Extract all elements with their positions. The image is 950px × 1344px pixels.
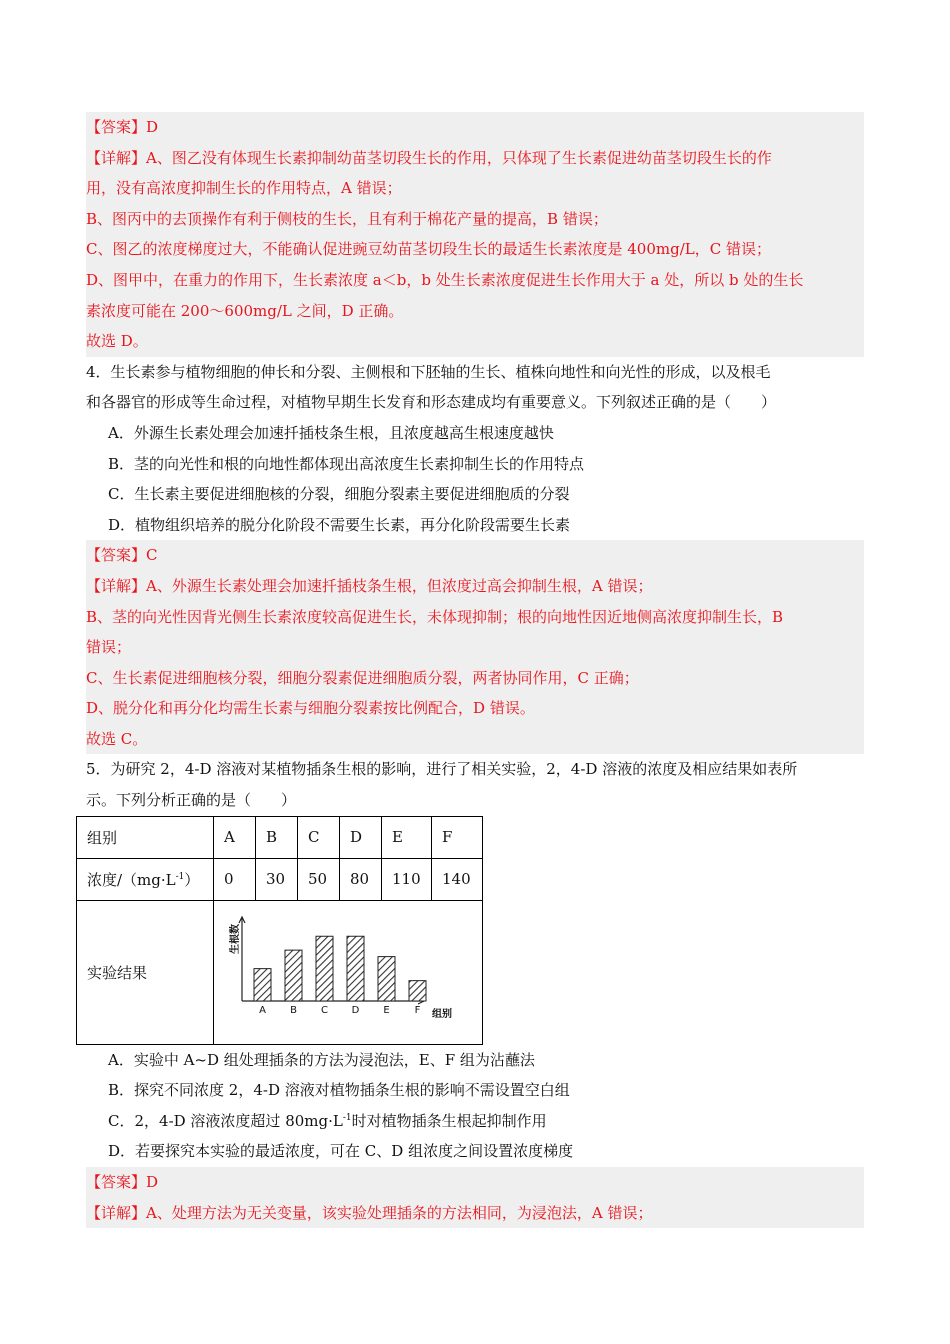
explain-tag: 【详解】 <box>86 148 147 167</box>
table-cell: B <box>256 816 298 858</box>
q5-option-a: A．实验中 A~D 组处理插条的方法为浸泡法，E、F 组为沾蘸法 <box>108 1050 535 1069</box>
q4-stem: 和各器官的形成等生命过程，对植物早期生长发育和形态建成均有重要意义。下列叙述正确的是（ ） <box>86 393 777 412</box>
q5-option-d: D．若要探究本实验的最适浓度，可在 C、D 组浓度之间设置浓度梯度 <box>108 1142 574 1161</box>
table-cell: 0 <box>214 858 256 900</box>
x-tick-label: F <box>414 1004 421 1016</box>
rooting-bar-chart <box>214 901 472 1040</box>
q4-explain-line: 【详解】A、外源生长素处理会加速扦插枝条生根，但浓度过高会抑制生根，A 错误； <box>86 571 864 602</box>
x-axis-label: 组别 <box>432 1008 452 1020</box>
table-cell: D <box>340 816 382 858</box>
y-axis-label: 生根数 <box>230 923 241 954</box>
explain-tag: 【详解】 <box>86 576 147 595</box>
bar-b <box>285 950 302 1001</box>
q4-explain-line: D、脱分化和再分化均需生长素与细胞分裂素按比例配合，D 错误。 <box>86 693 864 724</box>
x-tick-label: B <box>290 1004 297 1016</box>
bar-e <box>378 956 395 1000</box>
table-header-cell: 浓度$/(mg\cdot L^{-1})$ <box>77 858 214 900</box>
table-cell: 140 <box>432 858 483 900</box>
q5-explain-line: 【详解】A、处理方法为无关变量，该实验处理插条的方法相同，为浸泡法，A 错误； <box>86 1198 864 1229</box>
x-tick-label: D <box>351 1004 360 1016</box>
table-cell: C <box>298 816 340 858</box>
document-content <box>86 112 864 1228</box>
bar-f <box>409 980 426 1000</box>
q5-data-table <box>76 816 483 1045</box>
q4-option-b: B．茎的向光性和根的向地性都体现出高浓度生长素抑制生长的作用特点 <box>108 454 585 473</box>
q4-option-c: C．生长素主要促进细胞核的分裂，细胞分裂素主要促进细胞质的分裂 <box>108 485 570 504</box>
table-cell: 50 <box>298 858 340 900</box>
x-tick-label: C <box>321 1004 328 1016</box>
q5-option-c: C．2，4-D 溶液浓度超过 $80mg\cdot L^{-1}$时对植物插条生根起抑制作用 <box>108 1111 547 1130</box>
table-row-groups <box>77 816 483 858</box>
bar-d <box>347 936 364 1001</box>
table-cell: F <box>432 816 483 858</box>
q4-answer: 【答案】C <box>86 540 864 571</box>
q3-explain-line: 【详解】A、图乙没有体现生长素抑制幼苗茎切段生长的作用，只体现了生长素促进幼苗茎切段生长的作 <box>86 143 864 174</box>
table-cell: 80 <box>340 858 382 900</box>
q5-stem: 5．为研究 2，4-D 溶液对某植物插条生根的影响，进行了相关实验，2，4-D 溶液的浓度及相应结果如表所 <box>86 760 798 779</box>
x-tick-label: A <box>259 1004 266 1016</box>
q3-explain-line: D、图甲中，在重力的作用下，生长素浓度 a＜b，b 处生长素浓度促进生长作用大于 a 处，所以 b 处的生长 <box>86 265 864 296</box>
table-cell: A <box>214 816 256 858</box>
q4-option-d: D．植物组织培养的脱分化阶段不需要生长素，再分化阶段需要生长素 <box>108 515 571 534</box>
bar-a <box>254 968 271 1000</box>
q3-explain-line: 用，没有高浓度抑制生长的作用特点，A 错误； <box>86 173 864 204</box>
q3-explain-line: 素浓度可能在 200～600mg/L 之间，D 正确。 <box>86 296 864 327</box>
q4-conclusion: 故选 C。 <box>86 724 864 755</box>
q5-option-b: B．探究不同浓度 2，4-D 溶液对植物插条生根的影响不需设置空白组 <box>108 1081 570 1100</box>
table-row-result <box>77 900 483 1044</box>
q5-stem: 示。下列分析正确的是（ ） <box>86 791 297 810</box>
q3-explain-line: C、图乙的浓度梯度过大，不能确认促进豌豆幼苗茎切段生长的最适生长素浓度是 400mg/L，C 错误； <box>86 234 864 265</box>
q3-conclusion: 故选 D。 <box>86 326 864 357</box>
table-cell: E <box>382 816 432 858</box>
q4-explain-line: 错误； <box>86 632 864 663</box>
explain-tag: 【详解】 <box>86 1203 147 1222</box>
q4-explain-line: B、茎的向光性因背光侧生长素浓度较高促进生长，未体现抑制；根的向地性因近地侧高浓度抑制生长，B <box>86 602 864 633</box>
q5-answer: 【答案】D <box>86 1167 864 1198</box>
table-header-cell: 实验结果 <box>77 900 214 1044</box>
table-row-concentration <box>77 858 483 900</box>
x-tick-label: E <box>383 1004 390 1016</box>
q4-option-a: A．外源生长素处理会加速扦插枝条生根，且浓度越高生根速度越快 <box>108 423 554 442</box>
q4-stem: 4．生长素参与植物细胞的伸长和分裂、主侧根和下胚轴的生长、植株向地性和向光性的形成，以及根毛 <box>86 362 771 381</box>
q3-answer: 【答案】D <box>86 112 864 143</box>
q4-explain-line: C、生长素促进细胞核分裂，细胞分裂素促进细胞质分裂，两者协同作用，C 正确； <box>86 663 864 694</box>
result-chart-cell <box>214 900 483 1044</box>
bar-c <box>316 936 333 1001</box>
q3-explain-line: B、图丙中的去顶操作有利于侧枝的生长，且有利于棉花产量的提高，B 错误； <box>86 204 864 235</box>
table-cell: 30 <box>256 858 298 900</box>
table-header-cell: 组别 <box>77 816 214 858</box>
table-cell: 110 <box>382 858 432 900</box>
